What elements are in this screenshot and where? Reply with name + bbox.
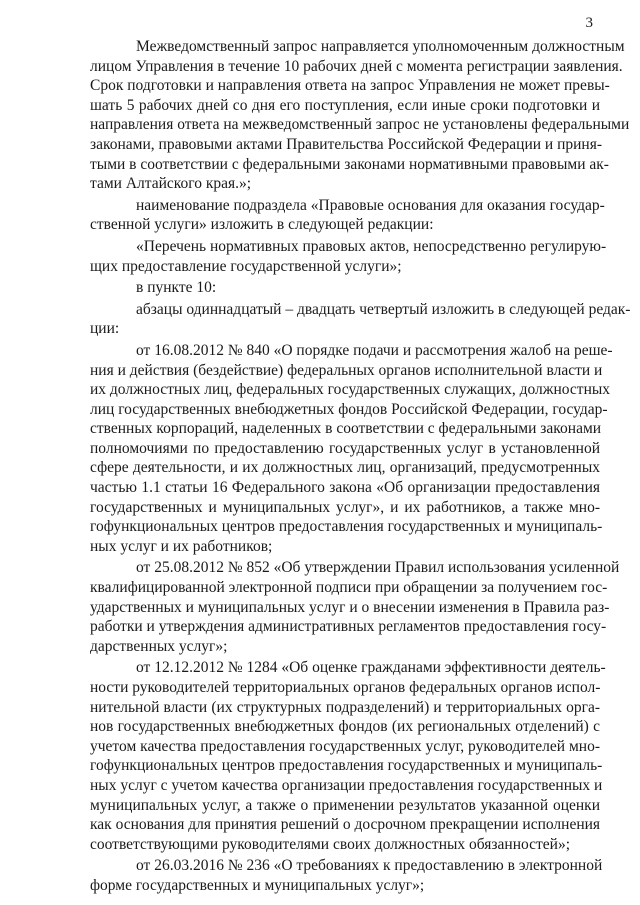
text-line: ности руководителей территориальных органов федеральных органов испол- — [90, 679, 601, 696]
text-line: лиц государственных внебюджетных фондов Российской Федерации, государ- — [90, 400, 608, 418]
text-line: ударственных и муниципальных услуг и о внесении изменения в Правила раз- — [90, 598, 610, 616]
text-line: направления ответа на межведомственный запрос не установлены федеральными — [90, 116, 630, 134]
paragraph — [90, 558, 620, 656]
text-line: тами Алтайского края.»; — [90, 175, 252, 193]
text-line: ственных корпораций, наделенных в соответствии с федеральными законами — [90, 420, 602, 438]
text-line: шать 5 рабочих дней со дня его поступления, если иные сроки подготовки и — [90, 96, 600, 114]
text-line: лицом Управления в течение 10 рабочих дней с момента регистрации заявления. — [90, 57, 623, 75]
paragraph — [90, 237, 607, 276]
text-line: частью 1.1 статьи 16 Федерального закона «Об организации предоставления — [90, 479, 600, 497]
paragraph — [90, 856, 603, 895]
text-line: Срок подготовки и направления ответа на запрос Управления не может превы- — [90, 77, 610, 95]
text-line: учетом качества предоставления государственных услуг, руководителей мно- — [90, 737, 600, 755]
text-line: абзацы одиннадцатый – двадцать четвертый изложить в следующей редак- — [136, 300, 631, 318]
text-line: ния и действия (бездействие) федеральных органов исполнительной власти и — [90, 361, 603, 379]
text-line: «Перечень нормативных правовых актов, непосредственно регулирую- — [136, 237, 607, 255]
document-body — [90, 37, 631, 896]
paragraph — [90, 196, 605, 235]
paragraph — [90, 658, 606, 854]
text-line: муниципальных услуг, а также о применении результатов указанной оценки — [90, 796, 600, 814]
text-line: законами, правовыми актами Правительства Российской Федерации и приня- — [90, 135, 602, 153]
text-line: квалифицированной электронной подписи при обращении за получением гос- — [90, 579, 608, 597]
text-line: в пункте 10: — [136, 279, 217, 297]
text-line: дарственных услуг»; — [90, 637, 228, 655]
text-line: от 12.12.2012 № 1284 «Об оценке гражданами эффективности деятель- — [136, 659, 606, 677]
text-line: форме государственных и муниципальных услуг»; — [90, 876, 425, 894]
text-line: полномочиями по предоставлению государственных услуг в установленной — [90, 439, 600, 457]
text-line: сфере деятельности, и их должностных лиц, организаций, предусмотренных — [90, 459, 600, 477]
text-line: Межведомственный запрос направляется уполномоченным должностным — [136, 38, 625, 55]
page-number: 3 — [585, 15, 593, 31]
text-line: от 16.08.2012 № 840 «О порядке подачи и рассмотрения жалоб на реше- — [136, 341, 613, 359]
text-line: ных услуг и их работников; — [90, 537, 273, 555]
text-line: их должностных лиц, федеральных государственных служащих, должностных — [90, 381, 611, 399]
text-line: нов государственных внебюджетных фондов (их региональных отделений) с — [90, 718, 600, 736]
paragraph — [90, 300, 631, 339]
text-line: соответствующими руководителями своих должностных обязанностей»; — [90, 835, 571, 853]
text-line: нительной власти (их структурных подразделений) и территориальных орга- — [90, 698, 600, 716]
text-line: щих предоставление государственной услуги»; — [90, 257, 402, 275]
text-line: государственных и муниципальных услуг», и их работников, а также мно- — [90, 498, 600, 516]
text-line: ственной услуги» изложить в следующей редакции: — [90, 216, 434, 234]
text-line: работки и утверждения административных регламентов предоставления госу- — [90, 618, 607, 636]
text-line: наименование подраздела «Правовые основания для оказания государ- — [136, 196, 605, 214]
text-line: от 26.03.2016 № 236 «О требованиях к предоставлению в электронной — [136, 857, 603, 875]
text-line: гофункциональных центров предоставления государственных и муниципаль- — [90, 518, 603, 536]
paragraph — [90, 37, 630, 194]
text-line: от 25.08.2012 № 852 «Об утверждении Правил использования усиленной — [136, 559, 620, 577]
text-line: ных услуг с учетом качества организации предоставления государственных и — [90, 776, 603, 794]
text-line: как основания для принятия решений о досрочном прекращении исполнения — [90, 816, 601, 834]
text-line: ции: — [90, 320, 120, 338]
text-line: гофункциональных центров предоставления государственных и муниципаль- — [90, 757, 603, 775]
paragraph — [90, 278, 600, 298]
paragraph — [90, 341, 613, 557]
text-line: тыми в соответствии с федеральными законами нормативными правовыми ак- — [90, 155, 609, 173]
